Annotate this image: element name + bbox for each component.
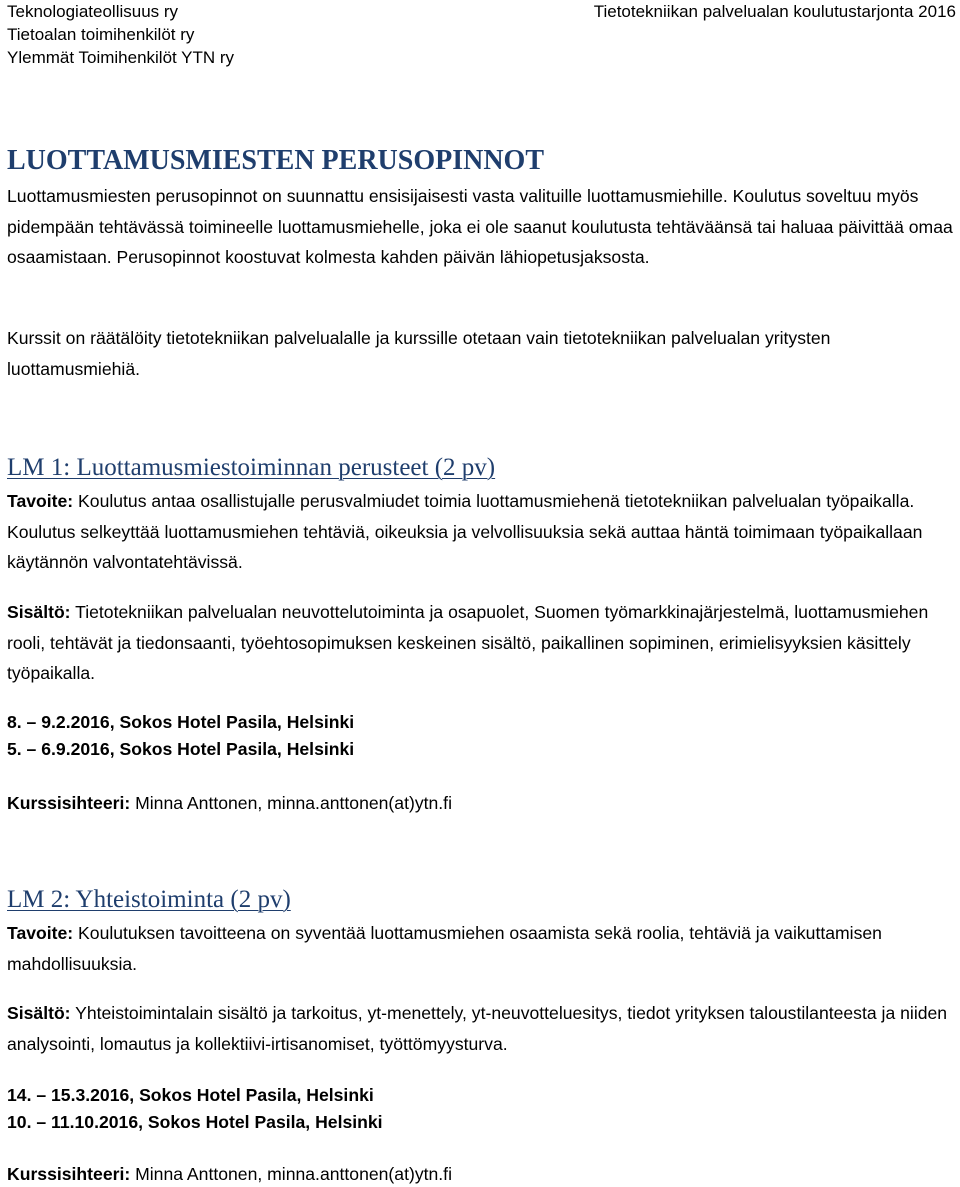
org-name: Tietoalan toimihenkilöt ry <box>7 25 195 44</box>
goal-label: Tavoite: <box>7 923 74 943</box>
intro-paragraph: Kurssit on räätälöity tietotekniikan palvelualalle ja kurssille otetaan vain tietotekniikan palvelualan yritysten luottamusmiehiä. <box>7 328 831 379</box>
date-entry: 10. – 11.10.2016, Sokos Hotel Pasila, Helsinki <box>7 1112 383 1132</box>
content-label: Sisältö: <box>7 1003 71 1023</box>
date-entry: 8. – 9.2.2016, Sokos Hotel Pasila, Helsinki <box>7 712 355 732</box>
course-title: LM 1: Luottamusmiestoiminnan perusteet (2 pv) <box>7 454 496 481</box>
document-title: Tietotekniikan palvelualan koulutustarjonta 2016 <box>593 2 956 21</box>
contact-label: Kurssisihteeri: <box>7 793 131 813</box>
date-entry: 14. – 15.3.2016, Sokos Hotel Pasila, Helsinki <box>7 1085 374 1105</box>
course-contact: Kurssisihteeri: Minna Anttonen, minna.anttonen(at)ytn.fi <box>7 793 452 813</box>
section-title: LUOTTAMUSMIESTEN PERUSOPINNOT <box>7 145 545 176</box>
course-contact: Kurssisihteeri: Minna Anttonen, minna.anttonen(at)ytn.fi <box>7 1164 452 1184</box>
course-dates <box>7 1082 955 1136</box>
page-header <box>7 0 956 75</box>
course-content: Sisältö: Tietotekniikan palvelualan neuvottelutoiminta ja osapuolet, Suomen työmarkkinajärjestelmä, luottamusmiehen rooli, tehtävät ja tiedonsaanti, työehtosopimuksen keskeinen sisältö, paikallinen sopiminen, erimielisyyksien käsittely työpaikalla. <box>7 602 929 683</box>
org-name: Teknologiateollisuus ry <box>7 2 179 21</box>
organizations <box>7 0 234 69</box>
course-dates <box>7 709 955 763</box>
date-entry: 5. – 6.9.2016, Sokos Hotel Pasila, Helsinki <box>7 739 355 759</box>
course-content: Sisältö: Yhteistoimintalain sisältö ja tarkoitus, yt-menettely, yt-neuvotteluesitys, tiedot yrityksen taloustilanteesta ja niiden analysointi, lomautus ja kollektiivi-irtisanomiset, työttömyysturva. <box>7 1003 948 1054</box>
course-goal: Tavoite: Koulutus antaa osallistujalle perusvalmiudet toimia luottamusmiehenä tietotekniikan palvelualan työpaikalla. Koulutus selkeyttää luottamusmiehen tehtäviä, oikeuksia ja velvollisuuksia sekä auttaa häntä toimimaan työpaikallaan käytännön valvontatehtävissä. <box>7 491 923 572</box>
course-title: LM 2: Yhteistoiminta (2 pv) <box>7 886 291 913</box>
contact-label: Kurssisihteeri: <box>7 1164 131 1184</box>
course-goal: Tavoite: Koulutuksen tavoitteena on syventää luottamusmiehen osaamista sekä roolia, tehtäviä ja vaikuttamisen mahdollisuuksia. <box>7 923 882 974</box>
content-label: Sisältö: <box>7 602 71 622</box>
intro-paragraph: Luottamusmiesten perusopinnot on suunnattu ensisijaisesti vasta valituille luottamusmiehille. Koulutus soveltuu myös pidempään tehtävässä toimineelle luottamusmiehelle, joka ei ole saanut koulutusta tehtäväänsä tai haluaa päivittää omaa osaamistaan. Perusopinnot koostuvat kolmesta kahden päivän lähiopetusjaksosta. <box>7 186 953 267</box>
org-name: Ylemmät Toimihenkilöt YTN ry <box>7 48 235 67</box>
goal-label: Tavoite: <box>7 491 74 511</box>
